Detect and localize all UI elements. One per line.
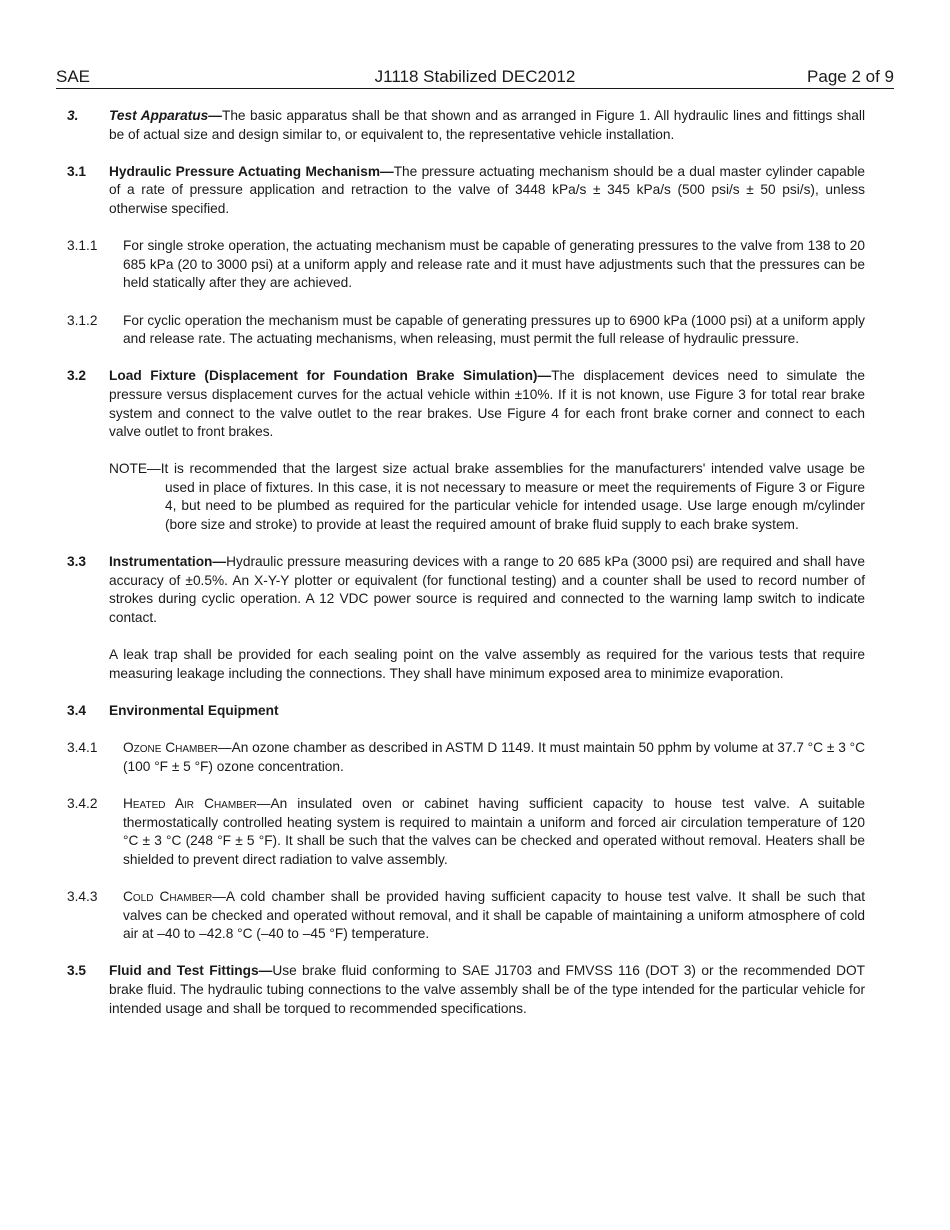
- section-title: Hydraulic Pressure Actuating Mechanism—: [109, 163, 394, 179]
- section-title: Ozone Chamber: [123, 740, 218, 756]
- section-text: The pressure actuating mechanism should be a dual master cylinder capable of a rate of pressure application and retraction to the valve of 3448 kPa/s ± 345 kPa/s (500 psi/s ± 50 psi/s), unless otherwise specified.: [109, 163, 865, 216]
- section-number: 3.5: [67, 963, 87, 979]
- section-number: 3.1.2: [67, 312, 98, 328]
- section-title: Heated Air Chamber: [123, 795, 257, 811]
- section-3-4: [67, 702, 865, 721]
- section-number: 3.3: [67, 554, 87, 570]
- section-text: For single stroke operation, the actuating mechanism must be capable of generating pressures to the valve from 138 to 20 685 kPa (20 to 3000 psi) at a uniform apply and release rate and it must have adjustments such that the pressures can be held statically after they are achieved.: [123, 238, 865, 291]
- section-text: Hydraulic pressure measuring devices with a range to 20 685 kPa (3000 psi) are required and shall have accuracy of ±0.5%. An X-Y-Y plotter or equivalent (for functional testing) and a counter shall be used to record number of strokes during cyclic operation. A 12 VDC power source is required and connected to the warning lamp switch to indicate contact.: [109, 554, 865, 626]
- section-number: 3.1: [67, 163, 87, 179]
- section-3-1-1: [67, 237, 865, 293]
- section-number: 3.: [67, 108, 79, 123]
- section-title: Load Fixture (Displacement for Foundation Brake Simulation)—: [109, 368, 552, 384]
- section-text: —An insulated oven or cabinet having sufficient capacity to house test valve. A suitable thermostatically controlled heating system is required to maintain a uniform and forced air circulation temperature of 120 °C ± 3 °C (248 °F ± 5 °F). It shall be such that the valves can be checked and operated without removal. Heaters shall be shielded to prevent direct radiation to valve assembly.: [123, 795, 865, 867]
- section-3-2-note: NOTE—It is recommended that the largest size actual brake assemblies for the manufacturers' intended valve usage be used in place of fixtures. In this case, it is not necessary to measure or meet the requirements of Figure 3 or Figure 4, but need to be plumbed as required for the particular vehicle for intended usage. Use large enough m/cylinder (bore size and stroke) to provide at least the required amount of brake fluid supply to each brake system.: [109, 461, 865, 533]
- header-org: SAE: [56, 67, 91, 86]
- section-3-5: [67, 962, 865, 1018]
- header-page-number: Page 2 of 9: [807, 67, 894, 86]
- section-number: 3.1.1: [67, 238, 98, 254]
- header-doc-id: J1118 Stabilized DEC2012: [374, 67, 576, 86]
- section-number: 3.4.1: [67, 740, 98, 756]
- section-number: 3.2: [67, 368, 87, 384]
- section-3-1: [67, 163, 865, 219]
- section-text: For cyclic operation the mechanism must be capable of generating pressures up to 6900 kPa (1000 psi) at a uniform apply and release rate. The actuating mechanisms, when releasing, must permit the full release of hydraulic pressure.: [123, 312, 865, 347]
- section-3-1-2: [67, 312, 865, 349]
- section-3-2: [67, 367, 865, 441]
- section-text: The displacement devices need to simulate the pressure versus displacement curves for the actual vehicle within ±10%. If it is not known, use Figure 3 for total rear brake system and connect to the valve outlet to the rear brakes. Use Figure 4 for each front brake corner and connect to each valve outlet to front brakes.: [109, 368, 865, 440]
- section-3-3: [67, 553, 865, 627]
- section-3-4-1: [67, 739, 865, 776]
- page-header: [56, 66, 894, 89]
- section-title: Fluid and Test Fittings—: [109, 963, 273, 979]
- section-number: 3.4.2: [67, 795, 98, 811]
- section-number: 3.4: [67, 703, 87, 718]
- document-body: [67, 107, 865, 1037]
- section-title: Instrumentation—: [109, 554, 227, 570]
- section-3-3-paragraph-2: A leak trap shall be provided for each sealing point on the valve assembly as required for the various tests that require measuring leakage including the connections. They shall have minimum exposed area to minimize evaporation.: [109, 647, 865, 681]
- section-3-4-2: [67, 795, 865, 869]
- section-text: Use brake fluid conforming to SAE J1703 and FMVSS 116 (DOT 3) or the recommended DOT brake fluid. The hydraulic tubing connections to the valve assembly shall be of the type intended for the particular vehicle for intended usage and shall be torqued to recommended specifications.: [109, 963, 865, 1016]
- section-3: [67, 107, 865, 144]
- section-text: The basic apparatus shall be that shown and as arranged in Figure 1. All hydraulic lines and fittings shall be of actual size and design similar to, or equivalent to, the representative vehicle installation.: [109, 108, 865, 142]
- section-text: —An ozone chamber as described in ASTM D 1149. It must maintain 50 pphm by volume at 37.7 °C ± 3 °C (100 °F ± 5 °F) ozone concentration.: [123, 740, 865, 774]
- section-title: Environmental Equipment: [109, 703, 279, 718]
- section-text: —A cold chamber shall be provided having sufficient capacity to house test valve. It shall be such that valves can be checked and operated without removal, and it shall be capable of maintaining a uniform atmosphere of cold air at –40 to –42.8 °C (–40 to –45 °F) temperature.: [123, 888, 865, 942]
- section-number: 3.4.3: [67, 888, 98, 904]
- section-3-4-3: [67, 888, 865, 944]
- section-title: Cold Chamber: [123, 888, 213, 904]
- section-title: Test Apparatus—: [109, 108, 222, 123]
